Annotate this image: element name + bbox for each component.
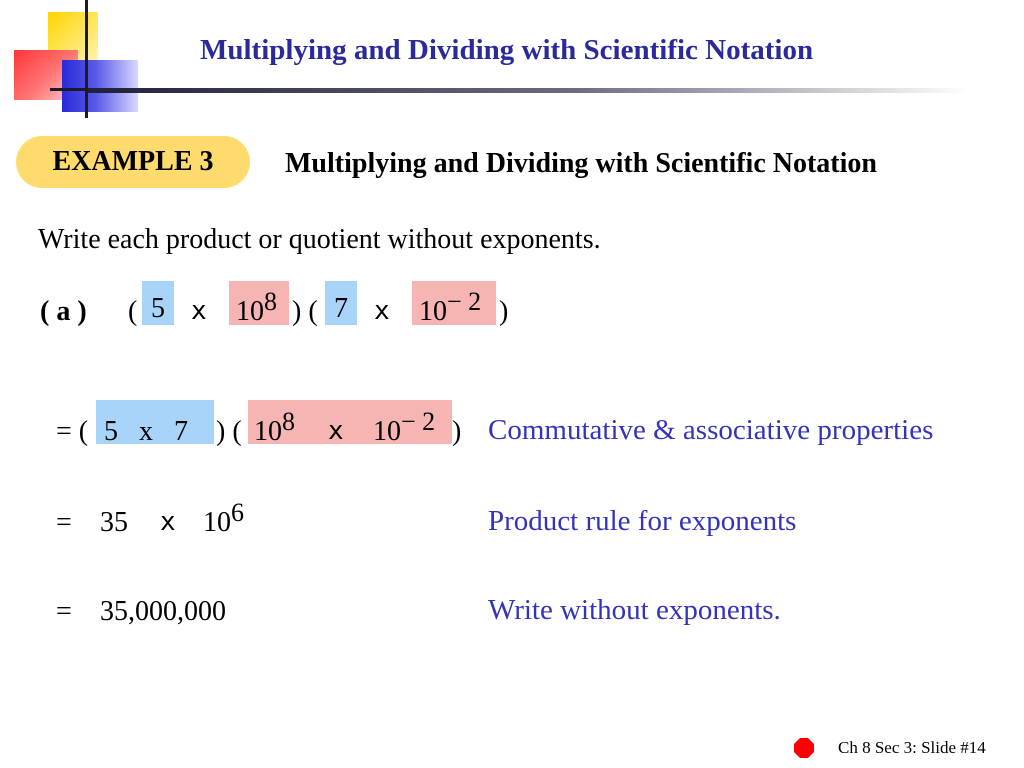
part-a-middle-parens: ) (	[292, 296, 318, 327]
part-a-coefficient-2: 7	[325, 281, 357, 325]
step-1-coefficients: 5 x 7	[104, 416, 188, 447]
logo-blue-square	[62, 60, 138, 112]
step-3-value: 35,000,000	[100, 596, 226, 627]
step-1-base-2: 10	[373, 416, 401, 447]
stop-slideshow-button[interactable]	[794, 738, 814, 758]
step-1-equals: = (	[56, 416, 89, 447]
step-1-middle-parens: ) (	[216, 416, 242, 447]
part-a-exponent-1: 8	[264, 287, 277, 316]
part-a-times-2: x	[374, 296, 390, 326]
step-1-note: Commutative & associative properties	[488, 414, 934, 446]
slide-title: Multiplying and Dividing with Scientific Notation	[200, 34, 814, 66]
part-a-base-1: 10	[236, 296, 264, 327]
step-2-base: 10	[203, 507, 231, 538]
step-1-power-1	[254, 407, 295, 448]
slide-number: Ch 8 Sec 3: Slide #14	[838, 738, 986, 757]
title-underline	[88, 88, 968, 93]
step-2-note: Product rule for exponents	[488, 505, 797, 537]
step-1-base-1: 10	[254, 416, 282, 447]
part-a-close-paren: )	[499, 296, 509, 327]
step-3-equals: =	[56, 596, 72, 627]
step-1-exponent-2: − 2	[401, 407, 436, 436]
step-1-times: x	[328, 416, 344, 446]
step-2-equals: =	[56, 507, 72, 538]
step-1-power-2	[373, 407, 436, 448]
part-a-coefficient-1: 5	[142, 281, 174, 325]
part-a-exponent-2: − 2	[447, 287, 482, 316]
step-2-times: x	[160, 507, 176, 537]
step-3-note: Write without exponents.	[488, 594, 781, 626]
part-a-power-2	[419, 287, 482, 328]
step-2-power	[203, 498, 244, 539]
step-2-value: 35	[100, 507, 128, 538]
part-a-base-2: 10	[419, 296, 447, 327]
example-badge-label: EXAMPLE 3	[52, 146, 214, 177]
step-2-exponent: 6	[231, 498, 244, 527]
part-a-label: ( a )	[40, 296, 87, 327]
part-a-open-paren: (	[128, 296, 138, 327]
step-1-close-paren: )	[452, 416, 462, 447]
logo-vertical-line	[85, 0, 88, 118]
example-title: Multiplying and Dividing with Scientific Notation	[285, 148, 877, 179]
step-1-exponent-1: 8	[282, 407, 295, 436]
part-a-power-1	[236, 287, 277, 328]
instruction-text: Write each product or quotient without exponents.	[38, 224, 601, 255]
part-a-times-1: x	[191, 296, 207, 326]
